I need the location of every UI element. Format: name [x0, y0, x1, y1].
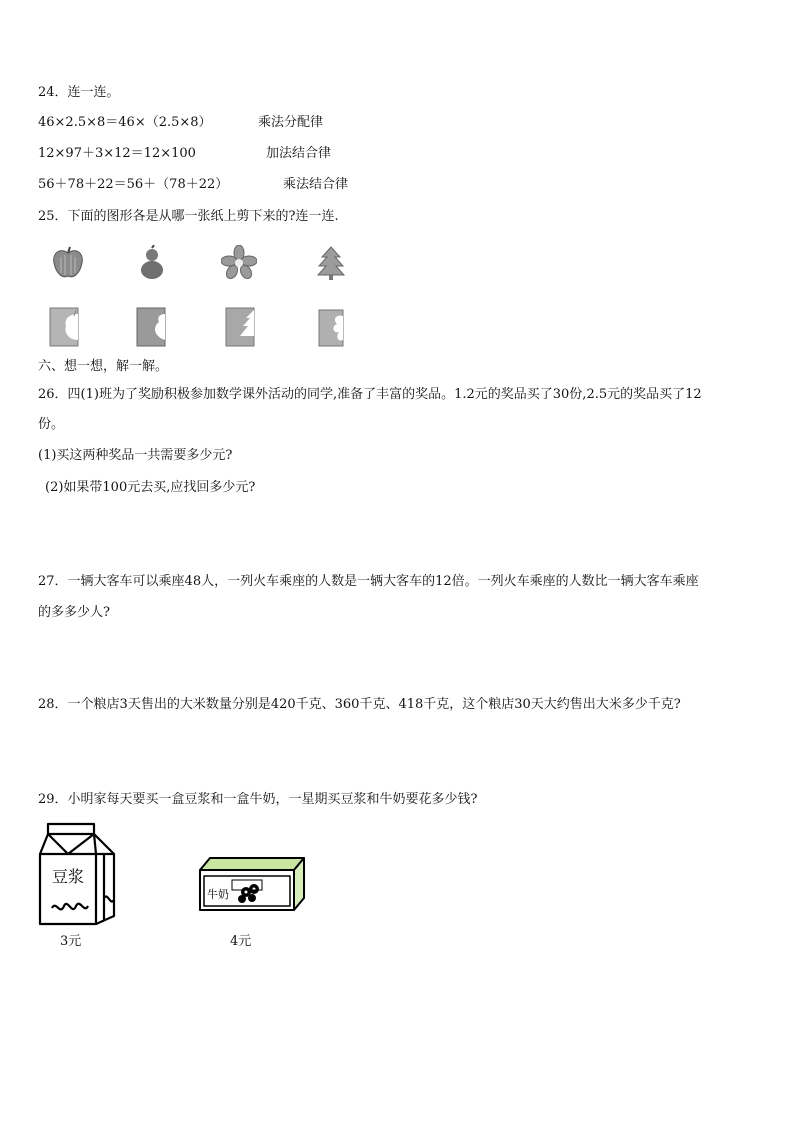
q29-line1: 29．小明家每天要买一盒豆浆和一盒牛奶，一星期买豆浆和牛奶要花多少钱? [38, 792, 478, 807]
q24-right-3: 乘法结合律 [283, 177, 349, 192]
milk-price: 4元 [230, 934, 252, 949]
folded-paper-tree-icon [224, 306, 256, 348]
section6-title: 六、想一想，解一解。 [38, 359, 169, 374]
q24-left-2: 12×97＋3×12＝12×100 [38, 146, 196, 161]
soy-carton-label: 豆浆 [52, 867, 85, 886]
q26-sub2: (2)如果带100元去买,应找回多少元? [45, 480, 256, 495]
q26-line2: 份。 [38, 417, 65, 432]
q24-title: 24．连一连。 [38, 85, 120, 100]
q25-title: 25．下面的图形各是从哪一张纸上剪下来的?连一连. [38, 209, 339, 224]
folded-paper-flower-icon [315, 306, 347, 348]
q28-line1: 28．一个粮店3天售出的大米数量分别是420千克、360千克、418千克，这个粮店30天大约售出大米多少千克? [38, 697, 681, 712]
folded-paper-apple-icon [48, 306, 80, 348]
milk-box-label: 牛奶 [207, 888, 229, 901]
soy-price: 3元 [60, 934, 82, 949]
q27-line1: 27．一辆大客车可以乘座48人，一列火车乘座的人数是一辆大客车的12倍。一列火车乘座的人数比一辆大客车乘座 [38, 574, 699, 589]
q24-left-1: 46×2.5×8＝46×（2.5×8） [38, 115, 212, 130]
milk-box-icon [198, 854, 306, 914]
q27-line2: 的多多少人? [38, 605, 110, 620]
flower-icon [221, 245, 257, 279]
q24-right-2: 加法结合律 [266, 146, 332, 161]
q24-left-3: 56＋78＋22＝56＋（78＋22） [38, 177, 229, 192]
q26-sub1: (1)买这两种奖品一共需要多少元? [38, 448, 233, 463]
q24-right-1: 乘法分配律 [258, 115, 324, 130]
q26-line1: 26．四(1)班为了奖励积极参加数学课外活动的同学,准备了丰富的奖品。1.2元的奖品买了30份,2.5元的奖品买了12 [38, 387, 702, 402]
folded-paper-gourd-icon [135, 306, 167, 348]
gourd-icon [137, 245, 167, 281]
soy-milk-carton-icon [38, 820, 124, 928]
apple-icon [50, 245, 86, 281]
tree-icon [316, 245, 346, 281]
